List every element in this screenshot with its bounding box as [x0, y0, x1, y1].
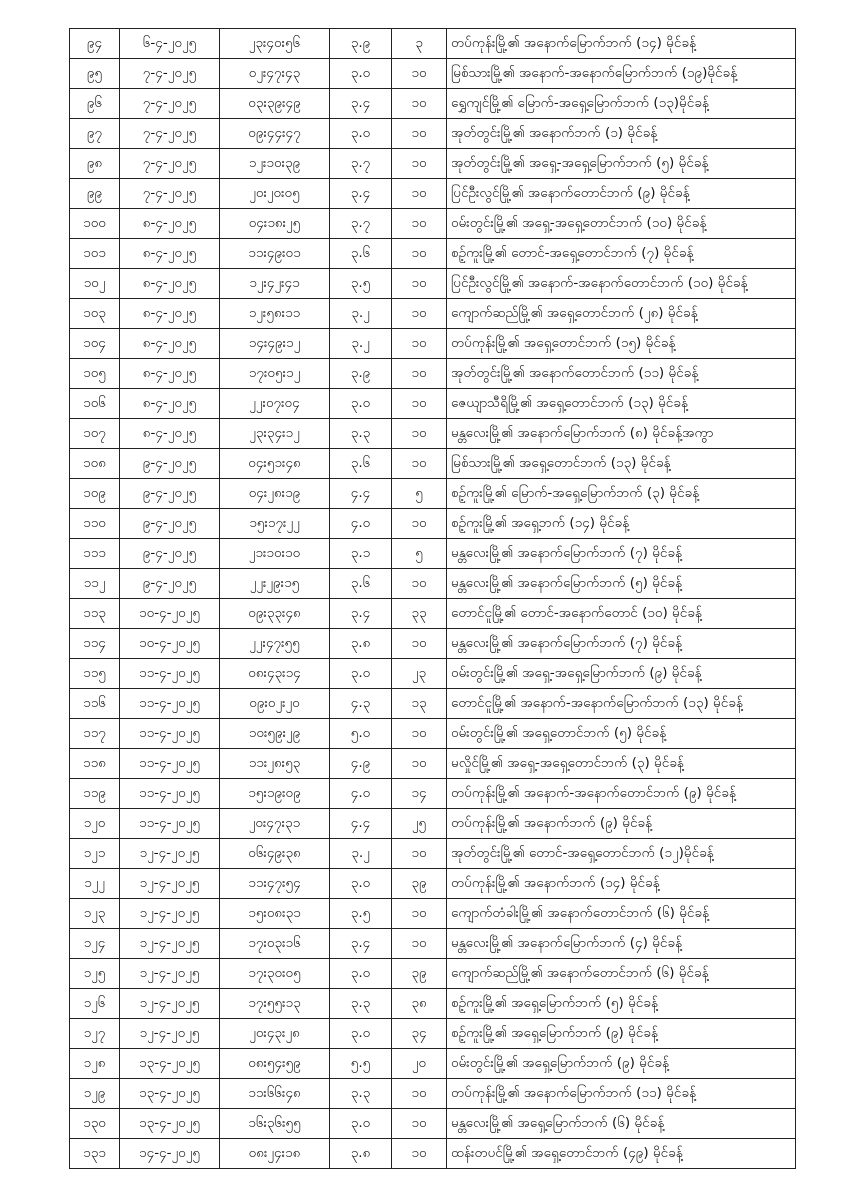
location-cell: ဝမ်းတွင်းမြို့၏ အရှေ့-အရှေ့တောင်ဘက် (၁၀) မိုင်ခန့် [447, 209, 796, 239]
row-number-cell: ၁၂၂ [70, 869, 120, 899]
date-cell: ၈-၄-၂၀၂၅ [120, 299, 220, 329]
location-cell: တပ်ကုန်းမြို့၏ အနောက်ဘက် (၁၄) မိုင်ခန့် [447, 869, 796, 899]
magnitude-cell: ၃.၀ [330, 1019, 392, 1049]
location-cell: မြစ်သားမြို့၏ အနောက်-အနောက်မြောက်ဘက် (၁၉)မိုင်ခန့် [447, 59, 796, 89]
row-number-cell: ၁၂၀ [70, 809, 120, 839]
table-row [70, 1079, 796, 1109]
depth-cell: ၁၀ [392, 449, 447, 479]
table-row [70, 839, 796, 869]
magnitude-cell: ၄.၀ [330, 779, 392, 809]
magnitude-cell: ၃.၁ [330, 539, 392, 569]
date-cell: ၁၀-၄-၂၀၂၅ [120, 629, 220, 659]
date-cell: ၇-၄-၂၀၂၅ [120, 59, 220, 89]
depth-cell: ၁၀ [392, 269, 447, 299]
location-cell: မန္တလေးမြို့၏ အနောက်မြောက်ဘက် (၄) မိုင်ခန့် [447, 929, 796, 959]
row-number-cell: ၉၉ [70, 179, 120, 209]
depth-cell: ၁၀ [392, 299, 447, 329]
row-number-cell: ၁၂၉ [70, 1079, 120, 1109]
date-cell: ၈-၄-၂၀၂၅ [120, 209, 220, 239]
row-number-cell: ၁၂၈ [70, 1049, 120, 1079]
depth-cell: ၁၀ [392, 239, 447, 269]
location-cell: တောင်ငူမြို့၏ အနောက်-အနောက်မြောက်ဘက် (၁၃) မိုင်ခန့် [447, 689, 796, 719]
date-cell: ၁၀-၄-၂၀၂၅ [120, 599, 220, 629]
table-row [70, 1139, 796, 1169]
table-row [70, 299, 796, 329]
magnitude-cell: ၄.၉ [330, 749, 392, 779]
location-cell: ထန်းတပင်မြို့၏ အရှေ့တောင်ဘက် (၄၉) မိုင်ခန့် [447, 1139, 796, 1169]
location-cell: ဝမ်းတွင်းမြို့၏ အရှေ့တောင်ဘက် (၅) မိုင်ခန့် [447, 719, 796, 749]
location-cell: ကျောက်ဆည်မြို့၏ အနောက်တောင်ဘက် (၆) မိုင်ခန့် [447, 959, 796, 989]
row-number-cell: ၁၀၈ [70, 449, 120, 479]
location-cell: တပ်ကုန်းမြို့၏ အနောက်မြောက်ဘက် (၁၁) မိုင်ခန့် [447, 1079, 796, 1109]
magnitude-cell: ၃.၅ [330, 899, 392, 929]
magnitude-cell: ၃.၉ [330, 29, 392, 59]
location-cell: မန္တလေးမြို့၏ အနောက်မြောက်ဘက် (၇) မိုင်ခန့် [447, 539, 796, 569]
depth-cell: ၁၀ [392, 839, 447, 869]
depth-cell: ၁၀ [392, 359, 447, 389]
table-row [70, 629, 796, 659]
magnitude-cell: ၃.၆ [330, 449, 392, 479]
depth-cell: ၁၀ [392, 389, 447, 419]
row-number-cell: ၁၀၄ [70, 329, 120, 359]
time-cell: ၁၇း၀၃း၁၆ [220, 929, 330, 959]
date-cell: ၁၂-၄-၂၀၂၅ [120, 989, 220, 1019]
date-cell: ၁၁-၄-၂၀၂၅ [120, 689, 220, 719]
magnitude-cell: ၅.၀ [330, 719, 392, 749]
location-cell: မန္တလေးမြို့၏ အရှေ့မြောက်ဘက် (၆) မိုင်ခန့် [447, 1109, 796, 1139]
magnitude-cell: ၃.၈ [330, 629, 392, 659]
time-cell: ၁၇း၀၅း၁၂ [220, 359, 330, 389]
row-number-cell: ၁၁၇ [70, 719, 120, 749]
depth-cell: ၁၀ [392, 749, 447, 779]
date-cell: ၁၂-၄-၂၀၂၅ [120, 839, 220, 869]
table-row [70, 179, 796, 209]
date-cell: ၁၂-၄-၂၀၂၅ [120, 1019, 220, 1049]
row-number-cell: ၁၂၆ [70, 989, 120, 1019]
location-cell: စဉ့်ကူးမြို့၏ အရှေ့မြောက်ဘက် (၅) မိုင်ခန့် [447, 989, 796, 1019]
location-cell: ဇေယျာသီရိမြို့၏ အရှေ့တောင်ဘက် (၁၃) မိုင်ခန့် [447, 389, 796, 419]
date-cell: ၁၂-၄-၂၀၂၅ [120, 929, 220, 959]
table-row [70, 509, 796, 539]
date-cell: ၁၁-၄-၂၀၂၅ [120, 659, 220, 689]
time-cell: ၁၅း၀၈း၃၁ [220, 899, 330, 929]
date-cell: ၁၂-၄-၂၀၂၅ [120, 869, 220, 899]
date-cell: ၉-၄-၂၀၂၅ [120, 569, 220, 599]
time-cell: ၂၂း၄၇း၅၅ [220, 629, 330, 659]
time-cell: ၀၃း၃၉း၄၉ [220, 89, 330, 119]
magnitude-cell: ၃.၀ [330, 1109, 392, 1139]
row-number-cell: ၁၂၅ [70, 959, 120, 989]
depth-cell: ၂၀ [392, 1049, 447, 1079]
row-number-cell: ၁၂၇ [70, 1019, 120, 1049]
magnitude-cell: ၃.၃ [330, 1079, 392, 1109]
magnitude-cell: ၃.၉ [330, 359, 392, 389]
date-cell: ၇-၄-၂၀၂၅ [120, 89, 220, 119]
magnitude-cell: ၃.၃ [330, 419, 392, 449]
location-cell: စဉ့်ကူးမြို့၏ မြောက်-အရှေ့မြောက်ဘက် (၃) မိုင်ခန့် [447, 479, 796, 509]
time-cell: ၁၀း၅၉း၂၉ [220, 719, 330, 749]
location-cell: တပ်ကုန်းမြို့၏ အနောက်ဘက် (၉) မိုင်ခန့် [447, 809, 796, 839]
time-cell: ၀၉း၄၄း၄၇ [220, 119, 330, 149]
date-cell: ၁၁-၄-၂၀၂၅ [120, 809, 220, 839]
time-cell: ၁၁း၂၈း၅၃ [220, 749, 330, 779]
table-row [70, 239, 796, 269]
time-cell: ၂၀း၄၃း၂၈ [220, 1019, 330, 1049]
time-cell: ၁၇း၅၅း၁၃ [220, 989, 330, 1019]
table-row [70, 1049, 796, 1079]
location-cell: မန္တလေးမြို့၏ အနောက်မြောက်ဘက် (၈) မိုင်ခန့်အကွာ [447, 419, 796, 449]
table-row [70, 779, 796, 809]
table-row [70, 719, 796, 749]
depth-cell: ၁၀ [392, 1109, 447, 1139]
depth-cell: ၃၈ [392, 989, 447, 1019]
location-cell: မြစ်သားမြို့၏ အရှေ့တောင်ဘက် (၁၃) မိုင်ခန့် [447, 449, 796, 479]
time-cell: ၁၄း၄၉း၁၂ [220, 329, 330, 359]
table-row [70, 359, 796, 389]
time-cell: ၁၂း၄၂း၄၁ [220, 269, 330, 299]
date-cell: ၈-၄-၂၀၂၅ [120, 239, 220, 269]
row-number-cell: ၁၀၅ [70, 359, 120, 389]
row-number-cell: ၁၀၁ [70, 239, 120, 269]
time-cell: ၂၃း၃၄း၁၂ [220, 419, 330, 449]
magnitude-cell: ၃.၃ [330, 989, 392, 1019]
depth-cell: ၂၃ [392, 659, 447, 689]
table-row [70, 959, 796, 989]
depth-cell: ၅ [392, 539, 447, 569]
table-row [70, 209, 796, 239]
time-cell: ၁၂း၁၀း၃၉ [220, 149, 330, 179]
row-number-cell: ၁၁၉ [70, 779, 120, 809]
table-row [70, 539, 796, 569]
row-number-cell: ၁၀၉ [70, 479, 120, 509]
magnitude-cell: ၃.၂ [330, 839, 392, 869]
depth-cell: ၁၀ [392, 509, 447, 539]
magnitude-cell: ၃.၄ [330, 89, 392, 119]
row-number-cell: ၁၁၁ [70, 539, 120, 569]
table-row [70, 1019, 796, 1049]
row-number-cell: ၁၁၀ [70, 509, 120, 539]
table-row [70, 119, 796, 149]
table-row [70, 599, 796, 629]
row-number-cell: ၁၂၁ [70, 839, 120, 869]
time-cell: ၂၁း၁၀း၁၀ [220, 539, 330, 569]
magnitude-cell: ၃.၄ [330, 929, 392, 959]
location-cell: မလှိုင်မြို့၏ အရှေ့-အရှေ့တောင်ဘက် (၃) မိုင်ခန့် [447, 749, 796, 779]
depth-cell: ၁၀ [392, 59, 447, 89]
date-cell: ၁၂-၄-၂၀၂၅ [120, 899, 220, 929]
date-cell: ၁၁-၄-၂၀၂၅ [120, 779, 220, 809]
depth-cell: ၁၀ [392, 119, 447, 149]
depth-cell: ၃၄ [392, 1019, 447, 1049]
location-cell: တပ်ကုန်းမြို့၏ အရှေ့တောင်ဘက် (၁၅) မိုင်ခန့် [447, 329, 796, 359]
table-row [70, 149, 796, 179]
table-row [70, 479, 796, 509]
table-row [70, 1109, 796, 1139]
date-cell: ၉-၄-၂၀၂၅ [120, 509, 220, 539]
earthquake-table [69, 28, 796, 1169]
time-cell: ၁၁း၆၆း၄၈ [220, 1079, 330, 1109]
location-cell: ပြင်ဦးလွင်မြို့၏ အနောက်တောင်ဘက် (၉) မိုင်ခန့် [447, 179, 796, 209]
depth-cell: ၁၀ [392, 329, 447, 359]
location-cell: တပ်ကုန်းမြို့၏ အနောက်-အနောက်တောင်ဘက် (၉) မိုင်ခန့် [447, 779, 796, 809]
date-cell: ၈-၄-၂၀၂၅ [120, 389, 220, 419]
table-row [70, 869, 796, 899]
magnitude-cell: ၃.၈ [330, 1139, 392, 1169]
time-cell: ၁၅း၁၇း၂၂ [220, 509, 330, 539]
date-cell: ၁၃-၄-၂၀၂၅ [120, 1109, 220, 1139]
magnitude-cell: ၃.၀ [330, 959, 392, 989]
location-cell: ပြင်ဦးလွင်မြို့၏ အနောက်-အနောက်တောင်ဘက် (၁၀) မိုင်ခန့် [447, 269, 796, 299]
location-cell: စဉ့်ကူးမြို့၏ အရှေ့ဘက် (၁၄) မိုင်ခန့် [447, 509, 796, 539]
magnitude-cell: ၃.၀ [330, 389, 392, 419]
table-row [70, 269, 796, 299]
location-cell: ကျောက်တံခါးမြို့၏ အနောက်တောင်ဘက် (၆) မိုင်ခန့် [447, 899, 796, 929]
depth-cell: ၁၀ [392, 179, 447, 209]
time-cell: ၀၆း၄၉း၃၈ [220, 839, 330, 869]
location-cell: ရွှေကျင်မြို့၏ မြောက်-အရှေ့မြောက်ဘက် (၁၃)မိုင်ခန့် [447, 89, 796, 119]
depth-cell: ၁၀ [392, 719, 447, 749]
magnitude-cell: ၄.၃ [330, 689, 392, 719]
location-cell: အုတ်တွင်းမြို့၏ အနောက်ဘက် (၁) မိုင်ခန့် [447, 119, 796, 149]
row-number-cell: ၁၃၀ [70, 1109, 120, 1139]
table-row [70, 569, 796, 599]
time-cell: ၁၁း၄၇း၅၄ [220, 869, 330, 899]
date-cell: ၇-၄-၂၀၂၅ [120, 179, 220, 209]
magnitude-cell: ၃.၀ [330, 119, 392, 149]
row-number-cell: ၁၁၄ [70, 629, 120, 659]
depth-cell: ၁၃ [392, 689, 447, 719]
row-number-cell: ၁၀၆ [70, 389, 120, 419]
depth-cell: ၃၉ [392, 959, 447, 989]
time-cell: ၁၆း၃၆း၅၅ [220, 1109, 330, 1139]
date-cell: ၁၃-၄-၂၀၂၅ [120, 1049, 220, 1079]
date-cell: ၈-၄-၂၀၂၅ [120, 329, 220, 359]
date-cell: ၁၁-၄-၂၀၂၅ [120, 749, 220, 779]
magnitude-cell: ၄.၀ [330, 509, 392, 539]
row-number-cell: ၉၈ [70, 149, 120, 179]
time-cell: ၀၉း၀၂း၂၀ [220, 689, 330, 719]
table-row [70, 59, 796, 89]
depth-cell: ၁၀ [392, 929, 447, 959]
row-number-cell: ၁၁၆ [70, 689, 120, 719]
location-cell: မန္တလေးမြို့၏ အနောက်မြောက်ဘက် (၇) မိုင်ခန့် [447, 629, 796, 659]
magnitude-cell: ၅.၅ [330, 1049, 392, 1079]
row-number-cell: ၁၃၁ [70, 1139, 120, 1169]
magnitude-cell: ၃.၇ [330, 209, 392, 239]
depth-cell: ၁၀ [392, 569, 447, 599]
time-cell: ၂၂း၀၇း၀၄ [220, 389, 330, 419]
date-cell: ၁၂-၄-၂၀၂၅ [120, 959, 220, 989]
table-row [70, 659, 796, 689]
table-row [70, 899, 796, 929]
time-cell: ၂၀း၄၇း၃၁ [220, 809, 330, 839]
row-number-cell: ၁၀၀ [70, 209, 120, 239]
time-cell: ၀၂း၄၇း၄၃ [220, 59, 330, 89]
location-cell: တပ်ကုန်းမြို့၏ အနောက်မြောက်ဘက် (၁၄) မိုင်ခန့် [447, 29, 796, 59]
row-number-cell: ၁၀၃ [70, 299, 120, 329]
table-body [70, 29, 796, 1169]
date-cell: ၁၃-၄-၂၀၂၅ [120, 1079, 220, 1109]
magnitude-cell: ၃.၄ [330, 179, 392, 209]
depth-cell: ၁၀ [392, 149, 447, 179]
table-row [70, 749, 796, 779]
location-cell: ဝမ်းတွင်းမြို့၏ အရှေ့-အရှေ့မြောက်ဘက် (၉) မိုင်ခန့် [447, 659, 796, 689]
table-row [70, 389, 796, 419]
time-cell: ၁၂း၅၈း၁၁ [220, 299, 330, 329]
time-cell: ၀၄း၂၈း၁၉ [220, 479, 330, 509]
location-cell: မန္တလေးမြို့၏ အနောက်မြောက်ဘက် (၅) မိုင်ခန့် [447, 569, 796, 599]
depth-cell: ၂၅ [392, 809, 447, 839]
row-number-cell: ၁၁၈ [70, 749, 120, 779]
magnitude-cell: ၃.၂ [330, 329, 392, 359]
date-cell: ၆-၄-၂၀၂၅ [120, 29, 220, 59]
row-number-cell: ၉၇ [70, 119, 120, 149]
magnitude-cell: ၃.၀ [330, 59, 392, 89]
time-cell: ၀၈း၄၃း၁၄ [220, 659, 330, 689]
location-cell: ကျောက်ဆည်မြို့၏ အရှေ့တောင်ဘက် (၂၈) မိုင်ခန့် [447, 299, 796, 329]
table-row [70, 449, 796, 479]
time-cell: ၁၇း၃၀း၀၅ [220, 959, 330, 989]
time-cell: ၀၈း၅၄း၅၉ [220, 1049, 330, 1079]
time-cell: ၀၄း၁၈း၂၅ [220, 209, 330, 239]
depth-cell: ၃၃ [392, 599, 447, 629]
magnitude-cell: ၄.၄ [330, 479, 392, 509]
depth-cell: ၁၀ [392, 209, 447, 239]
location-cell: ဝမ်းတွင်းမြို့၏ အရှေ့မြောက်ဘက် (၉) မိုင်ခန့် [447, 1049, 796, 1079]
table-row [70, 329, 796, 359]
row-number-cell: ၉၅ [70, 59, 120, 89]
magnitude-cell: ၃.၆ [330, 239, 392, 269]
location-cell: အုတ်တွင်းမြို့၏ အရှေ့-အရှေ့မြောက်ဘက် (၅) မိုင်ခန့် [447, 149, 796, 179]
magnitude-cell: ၃.၀ [330, 659, 392, 689]
row-number-cell: ၁၂၄ [70, 929, 120, 959]
magnitude-cell: ၃.၀ [330, 869, 392, 899]
depth-cell: ၁၀ [392, 899, 447, 929]
date-cell: ၇-၄-၂၀၂၅ [120, 149, 220, 179]
row-number-cell: ၉၆ [70, 89, 120, 119]
location-cell: တောင်ငူမြို့၏ တောင်-အနောက်တောင် (၁၀) မိုင်ခန့် [447, 599, 796, 629]
table-row [70, 929, 796, 959]
magnitude-cell: ၃.၅ [330, 269, 392, 299]
row-number-cell: ၁၁၃ [70, 599, 120, 629]
date-cell: ၇-၄-၂၀၂၅ [120, 119, 220, 149]
row-number-cell: ၁၀၂ [70, 269, 120, 299]
row-number-cell: ၁၁၅ [70, 659, 120, 689]
depth-cell: ၁၀ [392, 89, 447, 119]
date-cell: ၈-၄-၂၀၂၅ [120, 419, 220, 449]
depth-cell: ၁၀ [392, 629, 447, 659]
location-cell: အုတ်တွင်းမြို့၏ တောင်-အရှေ့တောင်ဘက် (၁၂)မိုင်ခန့် [447, 839, 796, 869]
table-row [70, 689, 796, 719]
depth-cell: ၁၀ [392, 419, 447, 449]
location-cell: စဉ့်ကူးမြို့၏ အရှေ့မြောက်ဘက် (၉) မိုင်ခန့် [447, 1019, 796, 1049]
date-cell: ၈-၄-၂၀၂၅ [120, 269, 220, 299]
magnitude-cell: ၃.၂ [330, 299, 392, 329]
row-number-cell: ၁၀၇ [70, 419, 120, 449]
row-number-cell: ၉၄ [70, 29, 120, 59]
depth-cell: ၁၀ [392, 1139, 447, 1169]
table-row [70, 29, 796, 59]
depth-cell: ၁၀ [392, 1079, 447, 1109]
date-cell: ၉-၄-၂၀၂၅ [120, 449, 220, 479]
time-cell: ၀၄း၅၁း၄၈ [220, 449, 330, 479]
magnitude-cell: ၄.၄ [330, 809, 392, 839]
row-number-cell: ၁၂၃ [70, 899, 120, 929]
date-cell: ၁၄-၄-၂၀၂၅ [120, 1139, 220, 1169]
time-cell: ၂၀း၂၀း၀၅ [220, 179, 330, 209]
table-row [70, 989, 796, 1019]
table-row [70, 809, 796, 839]
time-cell: ၁၁း၄၉း၀၁ [220, 239, 330, 269]
time-cell: ၁၅း၁၉း၀၉ [220, 779, 330, 809]
location-cell: စဉ့်ကူးမြို့၏ တောင်-အရှေ့တောင်ဘက် (၇) မိုင်ခန့် [447, 239, 796, 269]
date-cell: ၉-၄-၂၀၂၅ [120, 539, 220, 569]
magnitude-cell: ၃.၆ [330, 569, 392, 599]
depth-cell: ၅ [392, 479, 447, 509]
time-cell: ၂၃း၄၀း၅၆ [220, 29, 330, 59]
depth-cell: ၃၉ [392, 869, 447, 899]
date-cell: ၁၁-၄-၂၀၂၅ [120, 719, 220, 749]
depth-cell: ၃ [392, 29, 447, 59]
time-cell: ၀၈း၂၄း၁၈ [220, 1139, 330, 1169]
table-row [70, 419, 796, 449]
table-row [70, 89, 796, 119]
time-cell: ၂၂း၂၉း၁၅ [220, 569, 330, 599]
magnitude-cell: ၃.၄ [330, 599, 392, 629]
time-cell: ၀၉း၃၃း၄၈ [220, 599, 330, 629]
date-cell: ၉-၄-၂၀၂၅ [120, 479, 220, 509]
depth-cell: ၁၄ [392, 779, 447, 809]
date-cell: ၈-၄-၂၀၂၅ [120, 359, 220, 389]
row-number-cell: ၁၁၂ [70, 569, 120, 599]
magnitude-cell: ၃.၇ [330, 149, 392, 179]
location-cell: အုတ်တွင်းမြို့၏ အနောက်တောင်ဘက် (၁၁) မိုင်ခန့် [447, 359, 796, 389]
